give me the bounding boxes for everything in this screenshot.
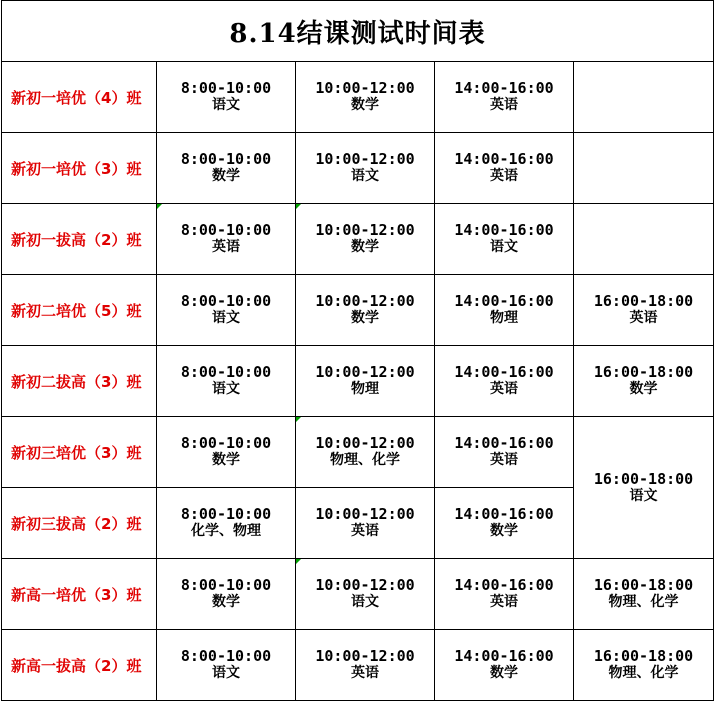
- slot-subject: 语文: [212, 310, 240, 326]
- slot-subject: 物理: [351, 381, 379, 397]
- table-row: [2, 346, 714, 417]
- slot-time: 10:00-12:00: [315, 505, 415, 523]
- table-row: [2, 133, 714, 204]
- time-slot: [157, 488, 296, 559]
- slot-time: 14:00-16:00: [454, 221, 554, 239]
- slot-time: 10:00-12:00: [315, 576, 415, 594]
- class-name: 新初一培优（3）班: [2, 133, 157, 204]
- slot-subject: 物理: [490, 310, 518, 326]
- slot-time: 10:00-12:00: [315, 79, 415, 97]
- slot-subject: 英语: [490, 594, 518, 610]
- slot-subject: 数学: [490, 523, 518, 539]
- slot-subject: 英语: [629, 310, 658, 326]
- time-slot: [296, 346, 435, 417]
- slot-time: 16:00-18:00: [593, 576, 694, 594]
- table-row: [2, 559, 714, 630]
- time-slot: [435, 62, 574, 133]
- slot-time: 10:00-12:00: [315, 647, 415, 665]
- table-row: [2, 630, 714, 701]
- time-slot: [296, 417, 435, 488]
- time-slot: [157, 204, 296, 275]
- time-slot: [157, 62, 296, 133]
- slot-time: 8:00-10:00: [180, 221, 272, 239]
- slot-subject: 英语: [490, 381, 518, 397]
- slot-subject: 化学、物理: [191, 523, 261, 539]
- time-slot: [435, 346, 574, 417]
- table-row: [2, 275, 714, 346]
- slot-subject: 数学: [212, 594, 240, 610]
- class-name: 新初三拔高（2）班: [2, 488, 157, 559]
- class-name: 新初二培优（5）班: [2, 275, 157, 346]
- schedule-table: [1, 0, 714, 701]
- time-slot: [157, 559, 296, 630]
- slot-subject: 英语: [490, 452, 518, 468]
- time-slot: [296, 204, 435, 275]
- class-name: 新初二拔高（3）班: [2, 346, 157, 417]
- time-slot: [296, 488, 435, 559]
- time-slot: [296, 559, 435, 630]
- time-slot: [157, 417, 296, 488]
- slot-subject: 语文: [212, 97, 240, 113]
- slot-time: 14:00-16:00: [454, 576, 554, 594]
- slot-time: 8:00-10:00: [180, 434, 272, 452]
- slot-time: 8:00-10:00: [180, 505, 272, 523]
- slot-time: 8:00-10:00: [180, 363, 272, 381]
- slot-time: 14:00-16:00: [454, 434, 554, 452]
- slot-time: 14:00-16:00: [454, 647, 554, 665]
- slot-subject: 数学: [629, 381, 658, 397]
- slot-subject: 数学: [212, 168, 240, 184]
- time-slot: [296, 62, 435, 133]
- slot-time: 8:00-10:00: [180, 292, 272, 310]
- time-slot: [574, 204, 714, 275]
- slot-subject: 语文: [351, 594, 379, 610]
- time-slot: [435, 133, 574, 204]
- time-slot: [574, 559, 714, 630]
- page-title: 8.14结课测试时间表: [2, 1, 714, 62]
- time-slot: [296, 630, 435, 701]
- table-row: [2, 204, 714, 275]
- slot-subject: 数学: [351, 239, 379, 255]
- slot-subject: 数学: [351, 97, 379, 113]
- slot-subject: 英语: [351, 665, 379, 681]
- slot-time: 10:00-12:00: [315, 150, 415, 168]
- time-slot: [435, 275, 574, 346]
- slot-time: 14:00-16:00: [454, 505, 554, 523]
- slot-time: 14:00-16:00: [454, 363, 554, 381]
- slot-time: 14:00-16:00: [454, 292, 554, 310]
- time-slot: [574, 62, 714, 133]
- time-slot: [574, 346, 714, 417]
- time-slot: [435, 204, 574, 275]
- slot-time: 16:00-18:00: [593, 363, 694, 381]
- merged-time-slot: [574, 417, 714, 559]
- slot-subject: 物理、化学: [608, 665, 679, 681]
- table-row: [2, 417, 714, 488]
- time-slot: [296, 275, 435, 346]
- time-slot: [435, 630, 574, 701]
- time-slot: [574, 275, 714, 346]
- slot-time: 10:00-12:00: [315, 221, 415, 239]
- slot-subject: 语文: [351, 168, 379, 184]
- slot-subject: 英语: [490, 97, 518, 113]
- slot-time: 16:00-18:00: [593, 647, 694, 665]
- slot-time: 8:00-10:00: [180, 150, 272, 168]
- slot-subject: 英语: [351, 523, 379, 539]
- slot-time: 10:00-12:00: [315, 434, 415, 452]
- slot-subject: 物理、化学: [330, 452, 400, 468]
- slot-time: 14:00-16:00: [454, 150, 554, 168]
- time-slot: [157, 346, 296, 417]
- slot-subject: 英语: [212, 239, 240, 255]
- class-name: 新初一拔高（2）班: [2, 204, 157, 275]
- time-slot: [435, 488, 574, 559]
- slot-time: 16:00-18:00: [593, 469, 694, 488]
- slot-time: 8:00-10:00: [180, 647, 272, 665]
- slot-subject: 语文: [629, 487, 658, 504]
- slot-time: 10:00-12:00: [315, 292, 415, 310]
- slot-time: 16:00-18:00: [593, 292, 694, 310]
- slot-time: 10:00-12:00: [315, 363, 415, 381]
- slot-subject: 数学: [351, 310, 379, 326]
- slot-time: 8:00-10:00: [180, 79, 272, 97]
- time-slot: [296, 133, 435, 204]
- time-slot: [157, 133, 296, 204]
- slot-subject: 物理、化学: [608, 594, 679, 610]
- slot-subject: 语文: [490, 239, 518, 255]
- time-slot: [435, 559, 574, 630]
- slot-time: 14:00-16:00: [454, 79, 554, 97]
- table-row: [2, 62, 714, 133]
- time-slot: [574, 630, 714, 701]
- slot-time: 8:00-10:00: [180, 576, 272, 594]
- time-slot: [157, 630, 296, 701]
- slot-subject: 数学: [212, 452, 240, 468]
- class-name: 新初三培优（3）班: [2, 417, 157, 488]
- slot-subject: 英语: [490, 168, 518, 184]
- time-slot: [157, 275, 296, 346]
- class-name: 新高一拔高（2）班: [2, 630, 157, 701]
- class-name: 新初一培优（4）班: [2, 62, 157, 133]
- time-slot: [574, 133, 714, 204]
- time-slot: [435, 417, 574, 488]
- slot-subject: 语文: [212, 381, 240, 397]
- class-name: 新高一培优（3）班: [2, 559, 157, 630]
- slot-subject: 语文: [212, 665, 240, 681]
- slot-subject: 数学: [490, 665, 518, 681]
